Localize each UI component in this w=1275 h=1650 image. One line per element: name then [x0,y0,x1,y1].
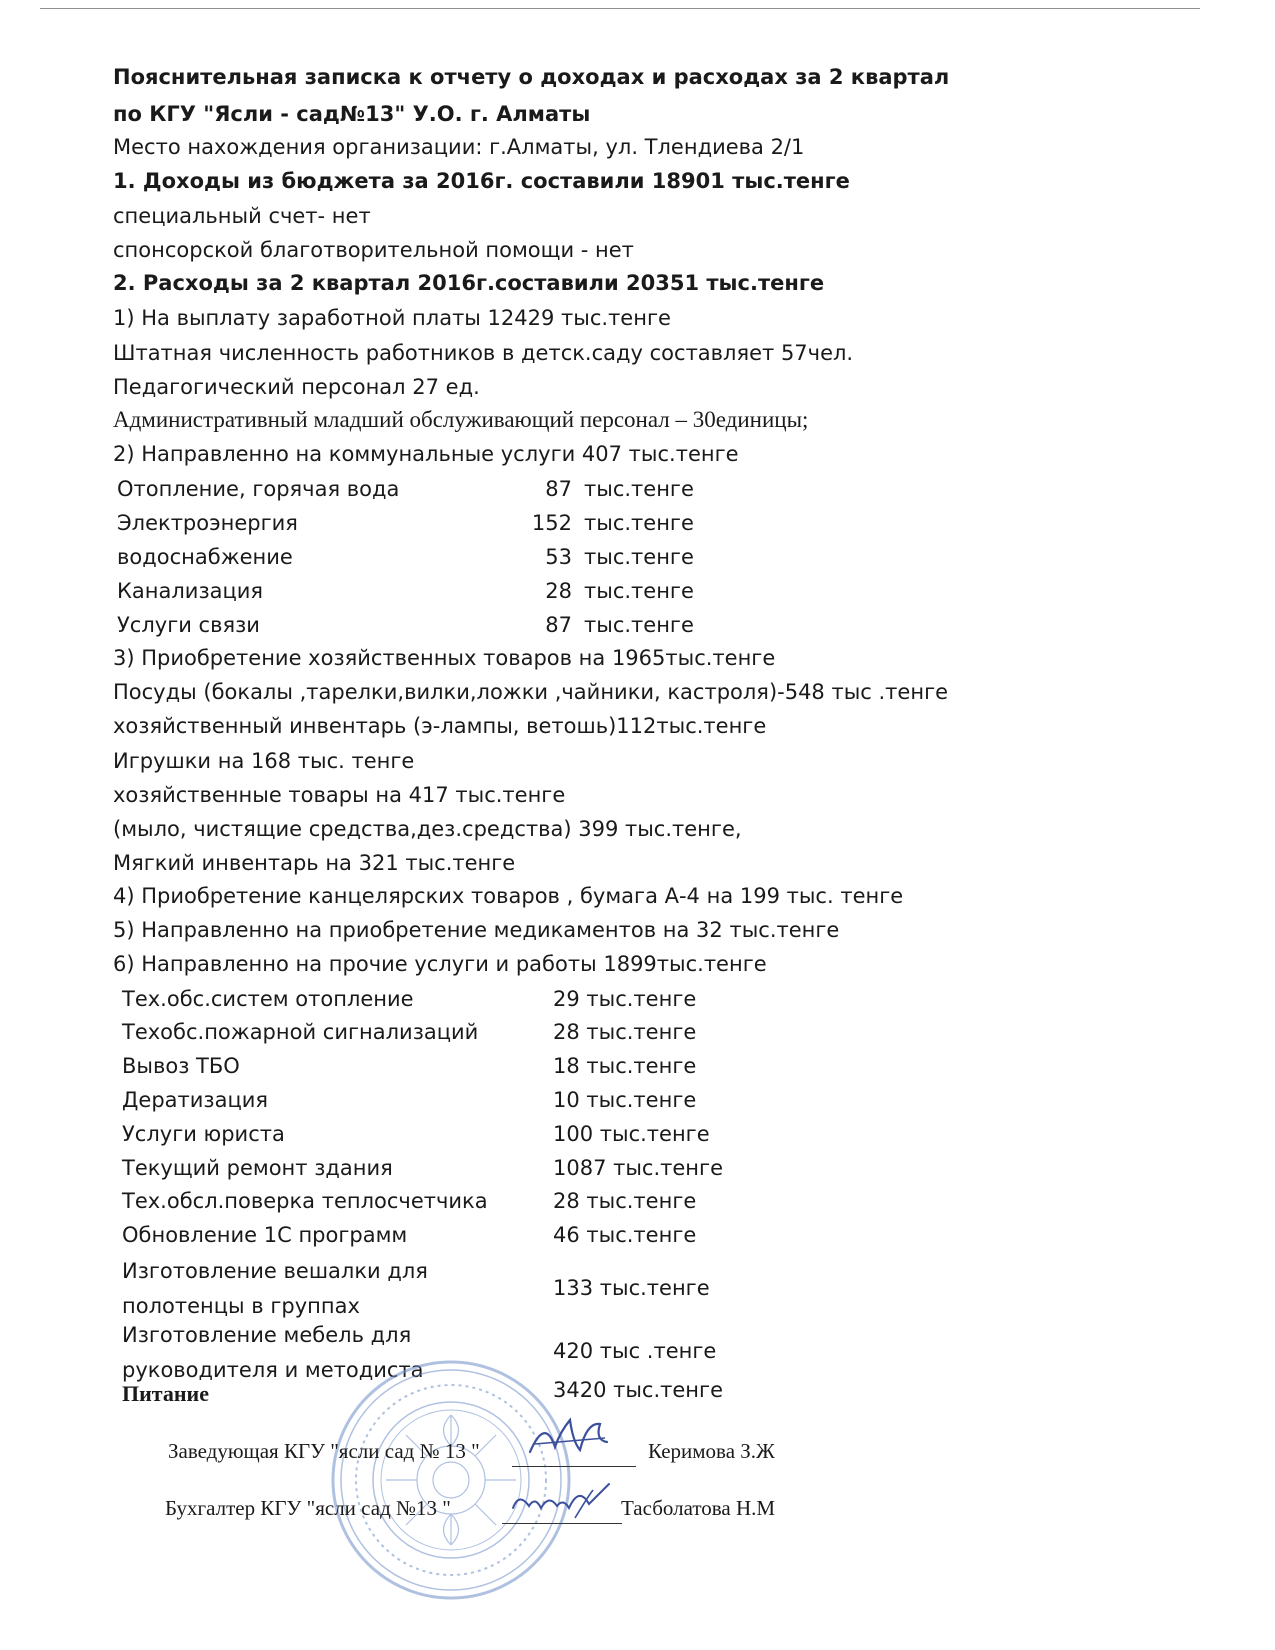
service-name: Техобс.пожарной сигнализаций [122,1020,479,1044]
service-row-hangers [122,1254,710,1324]
utility-amount: 152 [531,511,572,535]
service-name-line: полотенцы в группах [122,1294,360,1318]
service-name-line: руководителя и методиста [122,1358,424,1382]
service-amount: 1087 тыс.тенге [553,1156,723,1180]
household-line: хозяйственные товары на 417 тыс.тенге [113,783,566,807]
utility-name: Услуги связи [117,613,260,637]
utility-row [117,544,694,570]
service-name: Питание [122,1381,209,1406]
service-name: Обновление 1С программ [122,1223,408,1247]
service-row [122,986,697,1012]
service-row [122,1222,697,1248]
service-row [122,1019,697,1045]
utility-name: Отопление, горячая вода [117,477,400,501]
medicines-line: 5) Направленно на приобретение медикаментов на 32 тыс.тенге [113,918,840,942]
income-heading: 1. Доходы из бюджета за 2016г. составили 18901 тыс.тенге [113,169,850,193]
location-line: Место нахождения организации: г.Алматы, ул. Тлендиева 2/1 [113,135,805,159]
utility-row [117,476,694,502]
service-amount: 28 тыс.тенге [553,1020,697,1044]
service-amount: 3420 тыс.тенге [553,1378,723,1402]
service-row [122,1155,723,1181]
household-line: хозяйственный инвентарь (э-лампы, ветошь)112тыс.тенге [113,714,767,738]
accountant-handwritten-signature-icon [505,1478,615,1528]
utility-unit: тыс.тенге [584,511,694,535]
household-line: Игрушки на 168 тыс. тенге [113,749,415,773]
service-amount: 28 тыс.тенге [553,1189,697,1213]
service-name-line: Изготовление вешалки для [122,1259,428,1283]
service-name: Вывоз ТБО [122,1054,240,1078]
expense-heading: 2. Расходы за 2 квартал 2016г.составили 20351 тыс.тенге [113,271,825,295]
utility-row [117,612,694,638]
service-name: Услуги юриста [122,1122,285,1146]
utility-unit: тыс.тенге [584,613,694,637]
household-line: Посуды (бокалы ,тарелки,вилки,ложки ,чайники, кастроля)-548 тыс .тенге [113,680,949,704]
stationery-line: 4) Приобретение канцелярских товаров , бумага А-4 на 199 тыс. тенге [113,884,904,908]
service-amount: 18 тыс.тенге [553,1054,697,1078]
pedagogical-staff-line: Педагогический персонал 27 ед. [113,375,480,399]
utility-unit: тыс.тенге [584,545,694,569]
head-title: Заведующая КГУ "ясли сад № 13 " [168,1439,480,1463]
staff-count-line: Штатная численность работников в детск.саду составляет 57чел. [113,341,854,365]
service-row-food [122,1378,723,1407]
household-line: Мягкий инвентарь на 321 тыс.тенге [113,851,516,875]
utility-amount: 53 [545,545,572,569]
utility-unit: тыс.тенге [584,477,694,501]
service-row [122,1053,697,1079]
accountant-signature-block [165,1496,776,1521]
service-row [122,1188,697,1214]
service-amount: 46 тыс.тенге [553,1223,697,1247]
service-amount: 29 тыс.тенге [553,987,697,1011]
utility-amount: 87 [545,613,572,637]
service-name: Дератизация [122,1088,269,1112]
household-line: (мыло, чистящие средства,дез.средства) 399 тыс.тенге, [113,817,742,841]
title-line-1: Пояснительная записка к отчету о доходах и расходах за 2 квартал [113,65,950,89]
service-amount: 420 тыс .тенге [553,1339,717,1363]
utility-row [117,510,694,536]
signature-underline [512,1466,636,1467]
utility-name: водоснабжение [117,545,293,569]
utility-amount: 28 [545,579,572,603]
household-heading: 3) Приобретение хозяйственных товаров на 1965тыс.тенге [113,646,776,670]
service-row [122,1087,697,1113]
sponsor-help-line: спонсорской благотворительной помощи - нет [113,238,634,262]
head-handwritten-signature-icon [525,1412,615,1462]
service-name-line: Изготовление мебель для [122,1323,412,1347]
admin-staff-line: Административный младший обслуживающий персонал – 30единицы; [113,407,809,432]
accountant-name: Тасболатова Н.М [621,1496,776,1520]
accountant-title: Бухгалтер КГУ "ясли сад №13 " [165,1496,451,1520]
salary-heading: 1) На выплату заработной платы 12429 тыс.тенге [113,306,671,330]
utilities-heading: 2) Направленно на коммунальные услуги 407 тыс.тенге [113,442,739,466]
service-amount: 100 тыс.тенге [553,1122,710,1146]
utility-row [117,578,694,604]
other-services-heading: 6) Направленно на прочие услуги и работы 1899тыс.тенге [113,952,767,976]
utility-name: Электроэнергия [117,511,298,535]
utility-amount: 87 [545,477,572,501]
service-name: Тех.обсл.поверка теплосчетчика [122,1189,488,1213]
service-name: Текущий ремонт здания [122,1156,393,1180]
head-signature-block [168,1439,775,1464]
service-name: Тех.обс.систем отопление [122,987,414,1011]
service-amount: 10 тыс.тенге [553,1088,697,1112]
utility-name: Канализация [117,579,264,603]
service-row [122,1121,710,1147]
service-amount: 133 тыс.тенге [553,1276,710,1300]
title-line-2: по КГУ "Ясли - сад№13" У.О. г. Алматы [113,102,591,126]
head-name: Керимова З.Ж [648,1439,775,1463]
utility-unit: тыс.тенге [584,579,694,603]
special-account-line: специальный счет- нет [113,204,371,228]
